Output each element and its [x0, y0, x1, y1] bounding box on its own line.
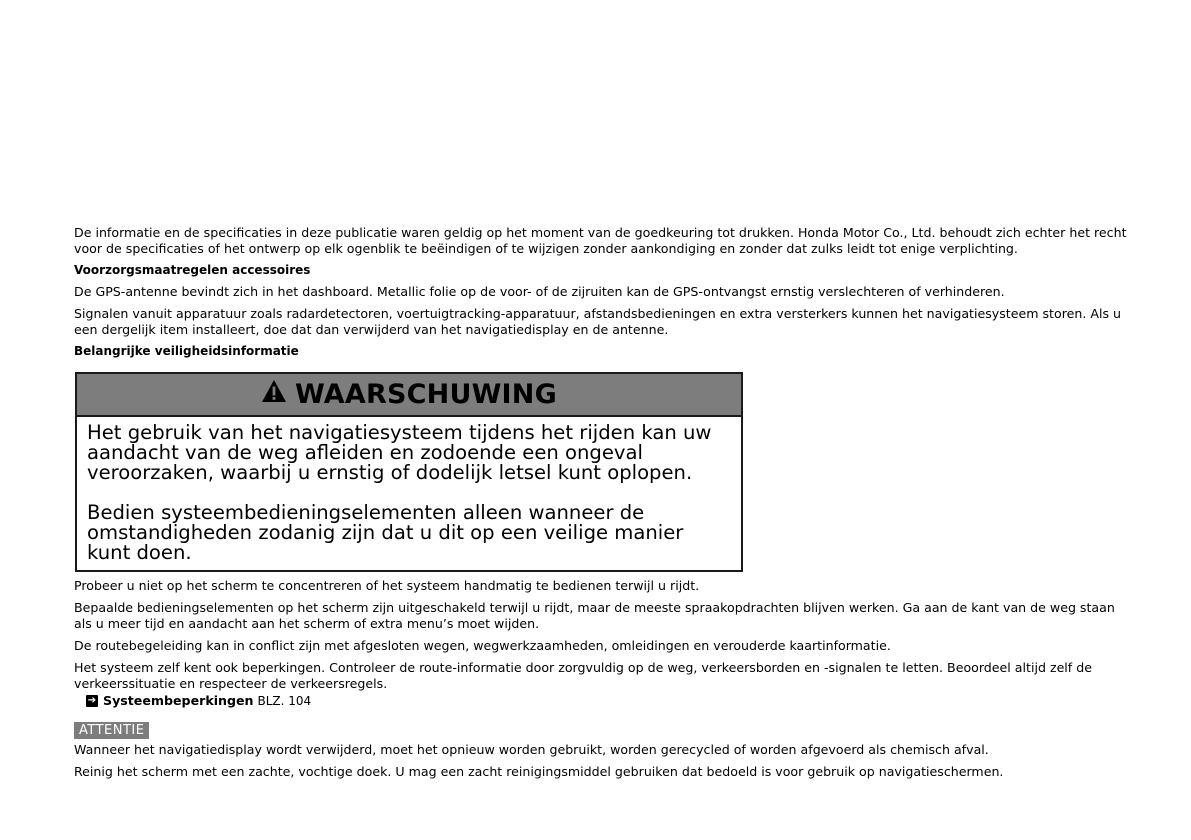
reference-arrow-icon: ➔: [87, 695, 97, 706]
reference-label: Systeembeperkingen: [103, 693, 254, 708]
cross-reference[interactable]: [86, 693, 1134, 709]
warning-header: [77, 374, 741, 417]
safety-paragraph-1: Probeer u niet op het scherm te concentreren of het systeem handmatig te bedienen terwijl u rijdt.: [74, 578, 700, 593]
reference-page: BLZ. 104: [257, 694, 312, 708]
safety-heading: Belangrijke veiligheidsinformatie: [74, 344, 299, 358]
attention-paragraph-2: Reinig het scherm met een zachte, vochtige doek. U mag een zacht reinigingsmiddel gebruiken dat bedoeld is voor gebruik op navigatieschermen.: [74, 764, 1004, 779]
warning-title: WAARSCHUWING: [295, 379, 557, 410]
warning-triangle-icon: [261, 379, 287, 410]
safety-paragraph-4: Het systeem zelf kent ook beperkingen. Controleer de route-informatie door zorgvuldig op de weg, verkeersborden en -signalen te letten. Beoordeel altijd zelf de verkeerssituatie en respecteer de verkeersregels.: [74, 660, 1092, 691]
safety-paragraph-3: De routebegeleiding kan in conflict zijn met afgesloten wegen, wegwerkzaamheden, omleidingen en verouderde kaartinformatie.: [74, 638, 891, 653]
page-content: [74, 225, 1134, 786]
accessories-heading: Voorzorgsmaatregelen accessoires: [74, 263, 311, 277]
warning-paragraph-1: Het gebruik van het navigatiesysteem tijdens het rijden kan uw aandacht van de weg afleiden en zodoende een ongeval veroorzaken, waarbij u ernstig of dodelijk letsel kunt oplopen.: [87, 421, 712, 484]
intro-paragraph: De informatie en de specificaties in deze publicatie waren geldig op het moment van de goedkeuring tot drukken. Honda Motor Co., Ltd. behoudt zich echter het recht voor de specificaties of het ontwerp op elk ogenblik te beëindigen of te wijzigen zonder aankondiging en zonder dat zulks leidt tot enige verplichting.: [74, 225, 1127, 256]
attention-badge: ATTENTIE: [74, 722, 149, 739]
accessories-paragraph-1: De GPS-antenne bevindt zich in het dashboard. Metallic folie op de voor- of de zijruiten kan de GPS-ontvangst ernstig verslechteren of verhinderen.: [74, 284, 1005, 299]
warning-box: [75, 372, 743, 572]
attention-paragraph-1: Wanneer het navigatiedisplay wordt verwijderd, moet het opnieuw worden gebruikt, worden gerecycled of worden afgevoerd als chemisch afval.: [74, 742, 989, 757]
warning-paragraph-2: Bedien systeembedieningselementen alleen wanneer de omstandigheden zodanig zijn dat u dit op een veilige manier kunt doen.: [87, 501, 684, 564]
accessories-paragraph-2: Signalen vanuit apparatuur zoals radardetectoren, voertuigtracking-apparatuur, afstandsbedieningen en extra versterkers kunnen het navigatiesysteem storen. Als u een dergelijk item installeert, doe dat dan verwijderd van het navigatiedisplay en de antenne.: [74, 306, 1122, 337]
safety-paragraph-2: Bepaalde bedieningselementen op het scherm zijn uitgeschakeld terwijl u rijdt, maar de meeste spraakopdrachten blijven werken. Ga aan de kant van de weg staan als u meer tijd en aandacht aan het scherm of extra menu’s moet wijden.: [74, 600, 1115, 631]
warning-body: [77, 417, 741, 570]
